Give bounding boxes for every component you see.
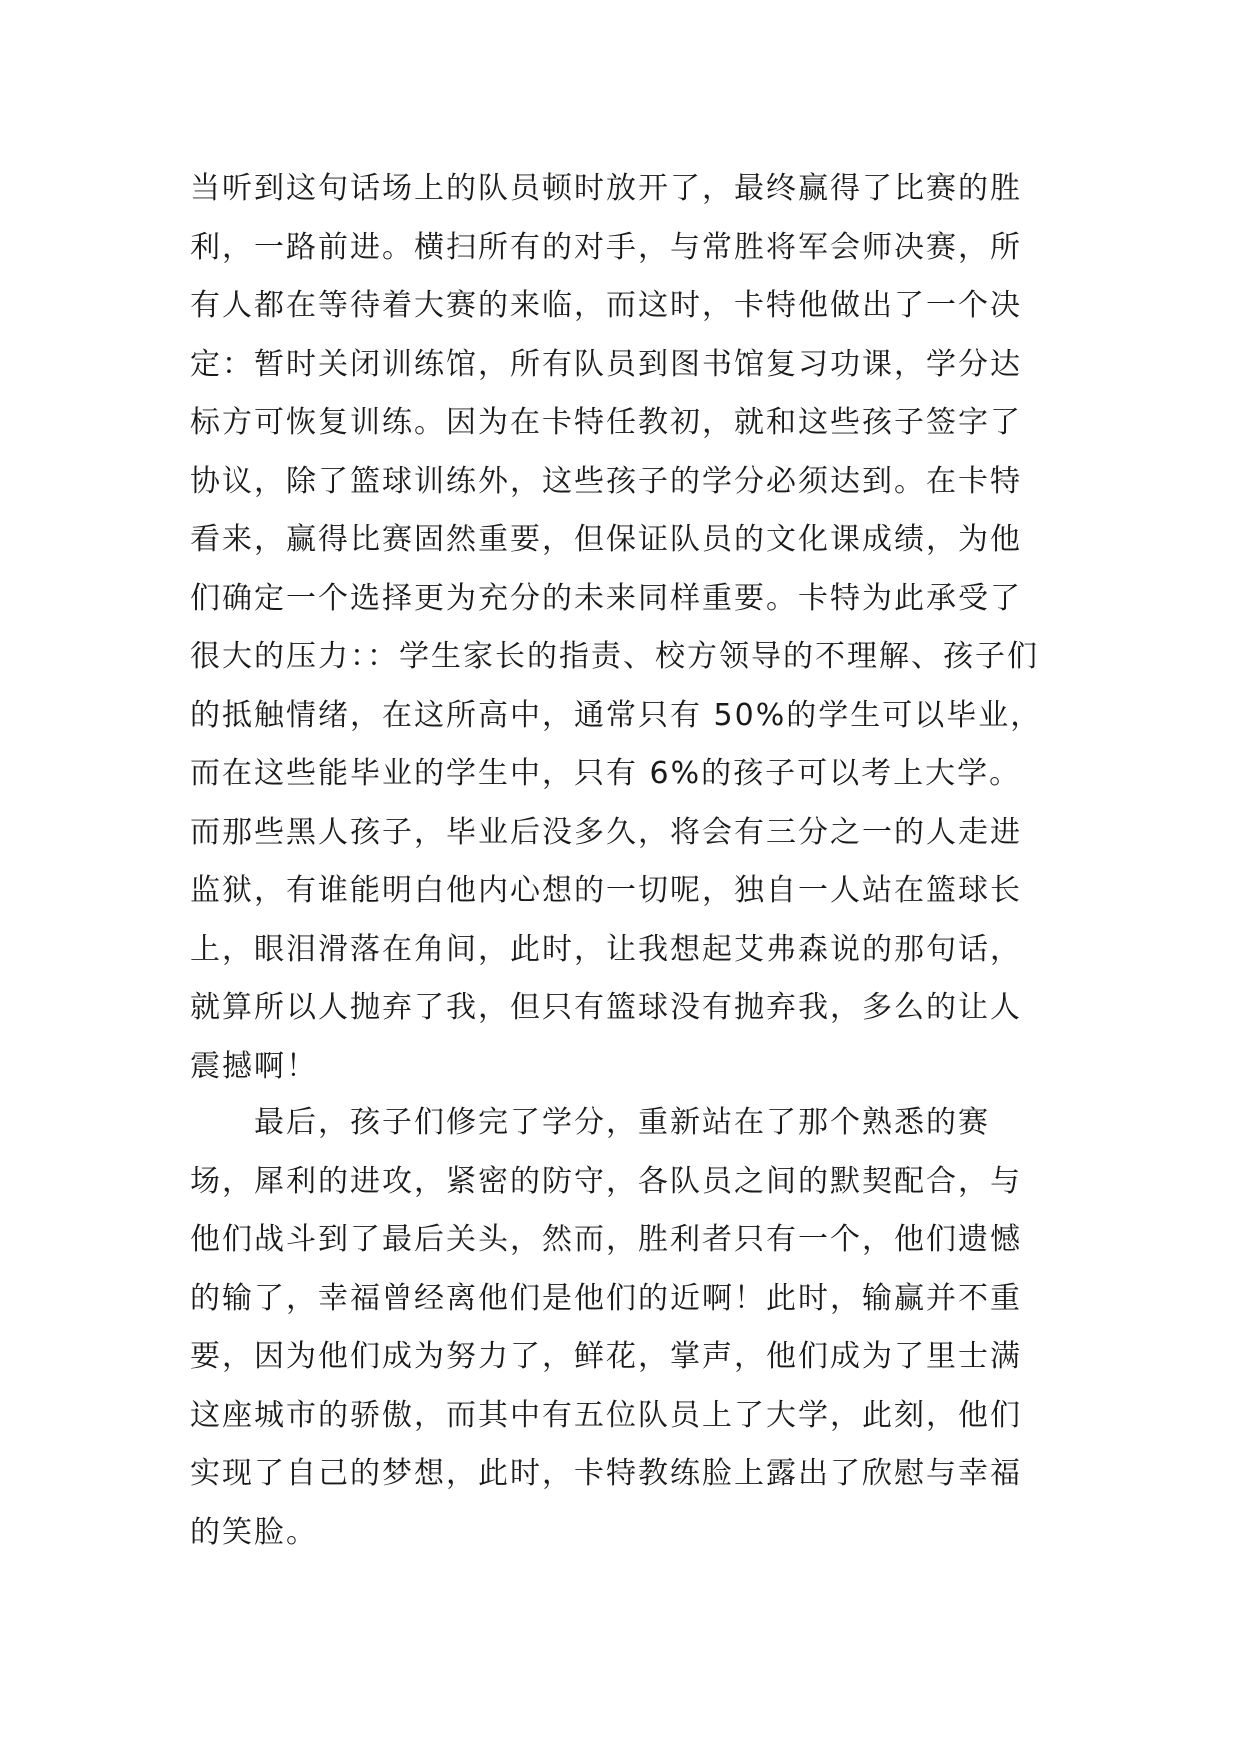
body-paragraph-2: 最后，孩子们修完了学分，重新站在了那个熟悉的赛场，犀利的进攻，紧密的防守，各队员之间的默契配合，与他们战斗到了最后关头，然而，胜利者只有一个，他们遗憾的输了，幸福曾经离他们是他们的近啊！此时，输赢并不重要，因为他们成为努力了，鲜花，掌声，他们成为了里士满这座城市的骄傲，而其中有五位队员上了大学，此刻，他们实现了自己的梦想，此时，卡特教练脸上露出了欣慰与幸福的笑脸。 bbox=[190, 1105, 1022, 1550]
body-paragraph-1: 当听到这句话场上的队员顿时放开了，最终赢得了比赛的胜利，一路前进。横扫所有的对手，与常胜将军会师决赛，所有人都在等待着大赛的来临，而这时，卡特他做出了一个决定：暂时关闭训练馆，所有队员到图书馆复习功课，学分达标方可恢复训练。因为在卡特任教初，就和这些孩子签字了协议，除了篮球训练外，这些孩子的学分必须达到。在卡特看来，赢得比赛固然重要，但保证队员的文化课成绩，为他们确定一个选择更为充分的未来同样重要。卡特为此承受了很大的压力：：学生家长的指责、校方领导的不理解、孩子们的抵触情绪，在这所高中，通常只有 50%的学生可以毕业，而在这些能毕业的学生中，只有 6%的孩子可以考上大学。而那些黑人孩子，毕业后没多久，将会有三分之一的人走进监狱，有谁能明白他内心想的一切呢，独自一人站在篮球长上，眼泪滑落在角间，此时，让我想起艾弗森说的那句话，就算所以人抛弃了我，但只有篮球没有抛弃我，多么的让人震撼啊！ bbox=[190, 171, 1043, 1084]
